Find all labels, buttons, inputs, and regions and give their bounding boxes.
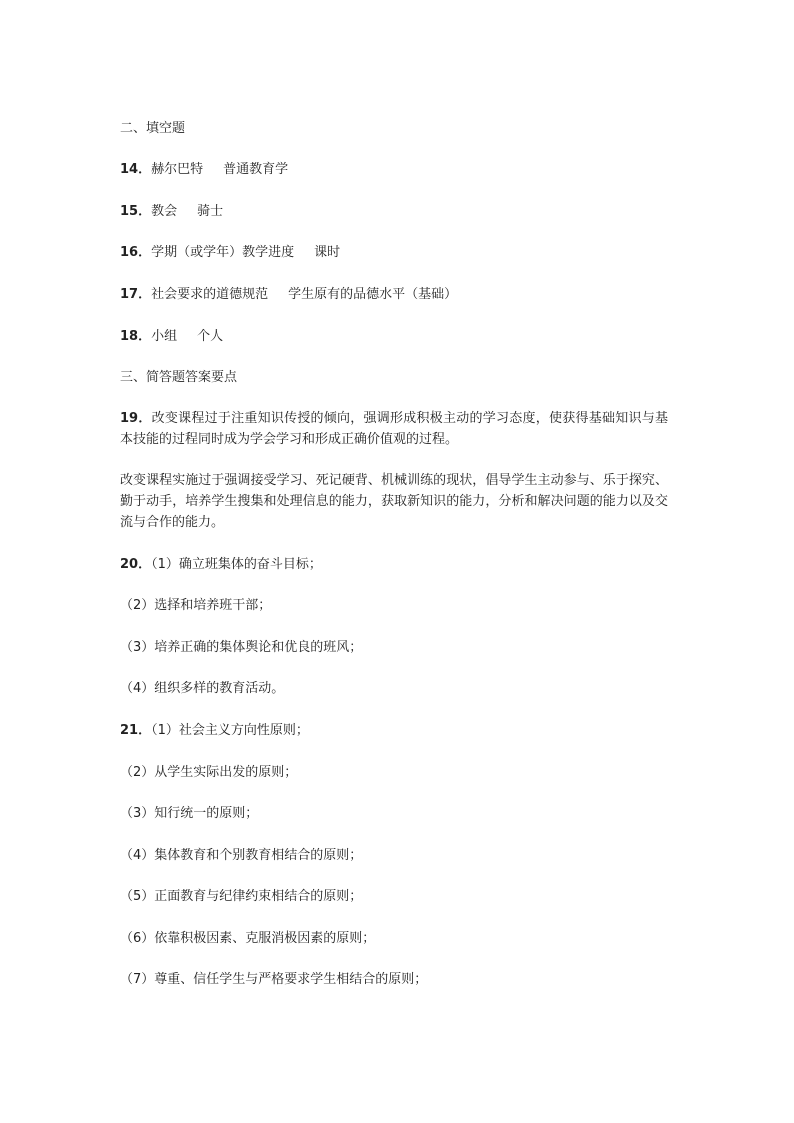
answer-19-paragraph-1 — [120, 408, 668, 450]
answer-part: 学生原有的品德水平（基础） — [288, 287, 458, 302]
answer-17 — [120, 284, 457, 305]
list-item: （1）社会主义方向性原则； — [151, 723, 309, 738]
answer-20-item-3: （3）培养正确的集体舆论和优良的班风； — [120, 640, 363, 655]
question-number: 15． — [120, 204, 152, 219]
answer-21-item-1 — [120, 720, 309, 741]
answer-21-item-2: （2）从学生实际出发的原则； — [120, 765, 298, 780]
answer-part: 教会 — [151, 204, 178, 219]
question-number: 16． — [120, 245, 152, 260]
question-number: 14． — [120, 162, 152, 177]
question-number: 20． — [120, 557, 152, 572]
answer-15 — [120, 201, 223, 222]
answer-21-item-4: （4）集体教育和个别教育相结合的原则； — [120, 848, 363, 863]
question-number: 21． — [120, 723, 152, 738]
answer-21-item-6: （6）依靠积极因素、克服消极因素的原则； — [120, 931, 376, 946]
answer-18 — [120, 326, 223, 347]
answer-16 — [120, 242, 340, 263]
answer-part: 社会要求的道德规范 — [151, 287, 269, 302]
question-number: 19． — [120, 411, 152, 426]
answer-20-item-4: （4）组织多样的教育活动。 — [120, 681, 285, 696]
list-item: （1）确立班集体的奋斗目标； — [151, 557, 322, 572]
answer-part: 课时 — [314, 245, 341, 260]
section-heading-fill-blank: 二、填空题 — [120, 121, 186, 136]
answer-part: 赫尔巴特 — [151, 162, 204, 177]
answer-20-item-2: （2）选择和培养班干部； — [120, 598, 272, 613]
answer-21-item-5: （5）正面教育与纪律约束相结合的原则； — [120, 889, 363, 904]
answer-part: 骑士 — [197, 204, 224, 219]
answer-21-item-3: （3）知行统一的原则； — [120, 806, 259, 821]
answer-20-item-1 — [120, 554, 322, 575]
answer-19-paragraph-2: 改变课程实施过于强调接受学习、死记硬背、机械训练的现状，倡导学生主动参与、乐于探究、勤于动手，培养学生搜集和处理信息的能力，获取新知识的能力，分析和解决问题的能力以及交流与合作的能力。 — [120, 473, 668, 530]
answer-21-item-7: （7）尊重、信任学生与严格要求学生相结合的原则； — [120, 972, 428, 987]
answer-part: 小组 — [151, 329, 178, 344]
answer-part: 普通教育学 — [223, 162, 289, 177]
question-number: 18． — [120, 329, 152, 344]
section-heading-short-answer: 三、简答题答案要点 — [120, 370, 238, 385]
answer-part: 个人 — [197, 329, 224, 344]
paragraph-text: 改变课程过于注重知识传授的倾向，强调形成积极主动的学习态度，使获得基础知识与基本技能的过程同时成为学会学习和形成正确价值观的过程。 — [120, 411, 668, 447]
answer-part: 学期（或学年）教学进度 — [151, 245, 295, 260]
question-number: 17． — [120, 287, 152, 302]
answer-14 — [120, 159, 288, 180]
